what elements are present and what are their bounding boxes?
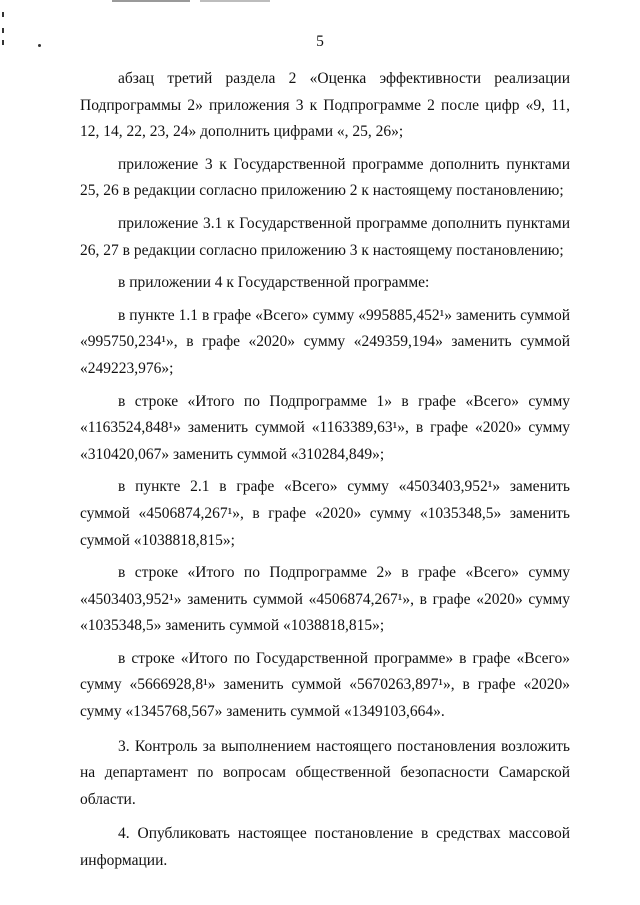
binder-mark (2, 12, 4, 17)
paragraph-appendix3-amendment: приложение 3 к Государственной программе дополнить пунктами 25, 26 в редакции согласно приложению 2 к настоящему постановлению; (80, 155, 570, 200)
page-number: 5 (316, 33, 324, 50)
scan-artifact-line (200, 0, 270, 2)
paragraph-section2-amendment: абзац третий раздела 2 «Оценка эффективности реализации Подпрограммы 2» приложения 3 к Подпрограмме 2 после цифр «9, 11, 12, 14, 22, 23, 24» дополнить цифрами «, 25, 26»; (80, 70, 570, 141)
paragraph-appendix4-intro: в приложении 4 к Государственной программе: (118, 274, 430, 292)
paragraph-total-subprogram1: в строке «Итого по Подпрограмме 1» в графе «Всего» сумму «1163524,848¹» заменить суммой «1163389,63¹», в графе «2020» сумму «310420,067» заменить суммой «310284,849»; (80, 392, 570, 463)
scan-artifact-line (112, 0, 190, 2)
paragraph-appendix3-1-amendment: приложение 3.1 к Государственной программе дополнить пунктами 26, 27 в редакции согласно приложению 3 к настоящему постановлению; (80, 214, 570, 259)
paragraph-control-clause: 3. Контроль за выполнением настоящего постановления возложить на департамент по вопросам общественной безопасности Самарской области. (80, 737, 570, 808)
paragraph-total-subprogram2: в строке «Итого по Подпрограмме 2» в графе «Всего» сумму «4503403,952¹» заменить суммой «4506874,267¹», в графе «2020» сумму «1035348,5» заменить суммой «1038818,815»; (80, 564, 570, 635)
paragraph-publication-clause: 4. Опубликовать настоящее постановление в средствах массовой информации. (80, 825, 570, 870)
document-body (80, 66, 570, 875)
paragraph-item-1-1: в пункте 1.1 в графе «Всего» сумму «995885,452¹» заменить суммой «995750,234¹», в графе «2020» сумму «249359,194» заменить суммой «249223,976»; (80, 306, 570, 377)
paragraph-item-2-1: в пункте 2.1 в графе «Всего» сумму «4503403,952¹» заменить суммой «4506874,267¹», в графе «2020» сумму «1035348,5» заменить суммой «1038818,815»; (80, 478, 570, 549)
paragraph-total-state-program: в строке «Итого по Государственной программе» в графе «Всего» сумму «5666928,8¹» заменить суммой «5670263,897¹», в графе «2020» сумму «1345768,567» заменить суммой «1349103,664». (80, 649, 570, 721)
